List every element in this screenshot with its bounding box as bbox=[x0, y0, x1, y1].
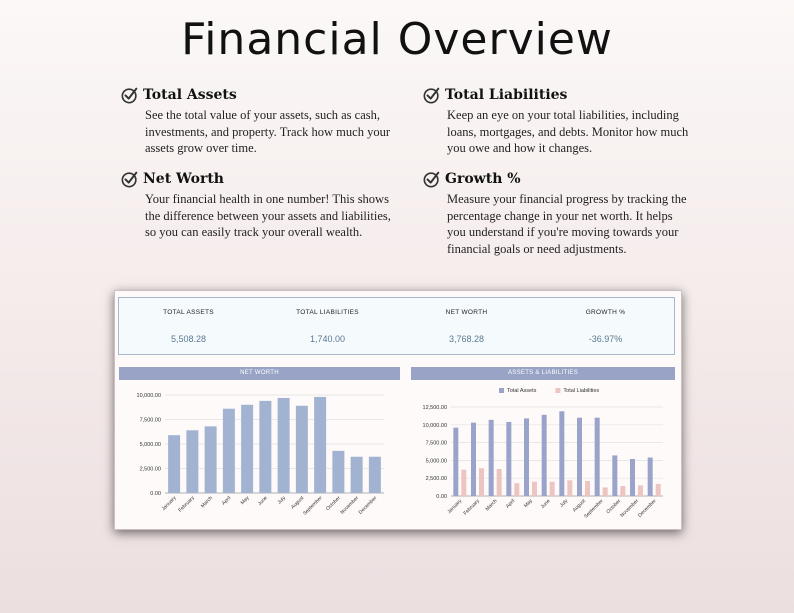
bar bbox=[514, 483, 519, 496]
x-tick-label: May bbox=[522, 498, 534, 510]
legend-swatch bbox=[555, 388, 560, 393]
kpi-label: NET WORTH bbox=[445, 309, 488, 316]
bar bbox=[205, 426, 217, 493]
bar bbox=[550, 482, 555, 496]
bar bbox=[296, 406, 308, 493]
kpi-value: -36.97% bbox=[588, 334, 623, 344]
bar bbox=[497, 469, 502, 496]
x-tick-label: July bbox=[276, 495, 288, 506]
bar bbox=[223, 409, 235, 493]
x-tick-label: August bbox=[571, 498, 587, 514]
bar bbox=[479, 468, 484, 496]
bar bbox=[489, 420, 494, 496]
x-tick-label: November bbox=[339, 495, 361, 516]
x-tick-label: August bbox=[290, 495, 306, 511]
feature-growth bbox=[423, 170, 693, 257]
feature-title: Total Assets bbox=[143, 87, 237, 103]
y-tick-label: 2,500.00 bbox=[425, 476, 447, 483]
feature-title: Net Worth bbox=[143, 171, 224, 187]
bar bbox=[567, 480, 572, 496]
feature-description: See the total value of your assets, such as cash, investments, and property. Track how much your assets grow over time. bbox=[145, 108, 390, 155]
x-tick-label: April bbox=[220, 495, 233, 507]
bar bbox=[453, 428, 458, 496]
check-circle-icon bbox=[121, 170, 139, 188]
bar bbox=[332, 451, 344, 493]
bar bbox=[603, 487, 608, 496]
bar bbox=[278, 398, 290, 493]
y-tick-label: 5,000.00 bbox=[139, 442, 161, 448]
x-tick-label: April bbox=[504, 498, 517, 510]
y-tick-label: 12,500.00 bbox=[422, 405, 447, 411]
x-tick-label: March bbox=[199, 495, 215, 510]
x-tick-label: September bbox=[583, 498, 605, 520]
kpi-net-worth bbox=[397, 298, 536, 354]
x-tick-label: September bbox=[301, 495, 324, 517]
legend-label: Total Assets bbox=[507, 388, 537, 394]
y-tick-label: 7,500.00 bbox=[425, 440, 447, 447]
kpi-label: TOTAL LIABILITIES bbox=[296, 309, 359, 316]
y-tick-label: 5,000.00 bbox=[425, 458, 447, 465]
bar bbox=[577, 418, 582, 496]
kpi-label: TOTAL ASSETS bbox=[163, 309, 214, 316]
bar bbox=[532, 482, 537, 496]
bar bbox=[524, 418, 529, 496]
feature-net-worth bbox=[121, 170, 391, 241]
page-title: Financial Overview bbox=[181, 14, 613, 65]
bar bbox=[630, 459, 635, 496]
kpi-value: 3,768.28 bbox=[448, 334, 485, 344]
feature-title: Total Liabilities bbox=[445, 87, 568, 103]
bar bbox=[186, 430, 198, 493]
bar bbox=[612, 455, 617, 496]
bar bbox=[351, 457, 363, 493]
x-tick-label: December bbox=[357, 495, 379, 516]
bar bbox=[314, 397, 326, 493]
bar bbox=[241, 405, 253, 493]
x-tick-label: June bbox=[256, 495, 269, 508]
bar bbox=[638, 485, 643, 496]
kpi-growth bbox=[536, 298, 675, 354]
x-tick-label: January bbox=[446, 498, 464, 515]
bar bbox=[585, 481, 590, 496]
x-tick-label: February bbox=[462, 498, 481, 517]
x-tick-label: December bbox=[637, 498, 658, 519]
check-circle-icon bbox=[423, 170, 441, 188]
feature-description: Your financial health in one number! This shows the difference between your assets and liabilities, so you can easily track your overall wealth. bbox=[145, 192, 391, 239]
x-tick-label: February bbox=[177, 495, 196, 514]
bar bbox=[595, 418, 600, 496]
bar bbox=[542, 415, 547, 496]
kpi-label: GROWTH % bbox=[585, 309, 626, 316]
bar bbox=[259, 401, 271, 493]
bar bbox=[461, 470, 466, 496]
x-tick-label: June bbox=[539, 498, 552, 511]
feature-total-liabilities bbox=[423, 86, 693, 157]
check-circle-icon bbox=[423, 86, 441, 104]
x-tick-label: July bbox=[558, 498, 570, 509]
x-tick-label: November bbox=[619, 498, 640, 519]
y-tick-label: 2,500.00 bbox=[139, 466, 161, 473]
feature-description: Measure your financial progress by tracking the percentage change in your net worth. It helps you understand if you're moving towards your financial goals or need adjustments. bbox=[447, 192, 687, 256]
y-tick-label: 10,000.00 bbox=[136, 393, 161, 399]
x-tick-label: January bbox=[160, 495, 178, 512]
legend-swatch bbox=[499, 388, 504, 393]
legend-label: Total Liabilities bbox=[563, 388, 600, 394]
bar bbox=[168, 435, 180, 493]
kpi-total-liabilities bbox=[258, 298, 397, 354]
kpi-summary bbox=[118, 297, 675, 355]
bar bbox=[656, 484, 661, 496]
net-worth-chart bbox=[119, 383, 400, 525]
x-tick-label: October bbox=[605, 498, 623, 515]
assets-liabilities-chart-header: ASSETS & LIABILITIES bbox=[411, 367, 675, 380]
kpi-value: 5,508.28 bbox=[170, 334, 207, 344]
y-tick-label: 7,500.00 bbox=[139, 417, 161, 424]
x-tick-label: May bbox=[239, 495, 251, 507]
x-tick-label: October bbox=[324, 495, 342, 512]
feature-total-assets bbox=[121, 86, 391, 157]
kpi-value: 1,740.00 bbox=[309, 334, 346, 344]
kpi-total-assets bbox=[119, 298, 258, 354]
bar bbox=[648, 458, 653, 496]
y-tick-label: 0.00 bbox=[436, 494, 447, 500]
feature-title: Growth % bbox=[445, 171, 521, 187]
y-tick-label: 10,000.00 bbox=[422, 422, 447, 429]
feature-description: Keep an eye on your total liabilities, including loans, mortgages, and debts. Monitor how much you owe and how it changes. bbox=[447, 108, 689, 155]
assets-liabilities-chart bbox=[411, 383, 675, 525]
net-worth-chart-header: NET WORTH bbox=[119, 367, 400, 380]
bar bbox=[506, 422, 511, 496]
bar bbox=[620, 486, 625, 496]
dashboard-sheet bbox=[114, 290, 682, 530]
bar bbox=[471, 423, 476, 496]
x-tick-label: March bbox=[484, 498, 499, 513]
bar bbox=[369, 457, 381, 493]
check-circle-icon bbox=[121, 86, 139, 104]
y-tick-label: 0.00 bbox=[150, 491, 161, 497]
bar bbox=[559, 411, 564, 496]
